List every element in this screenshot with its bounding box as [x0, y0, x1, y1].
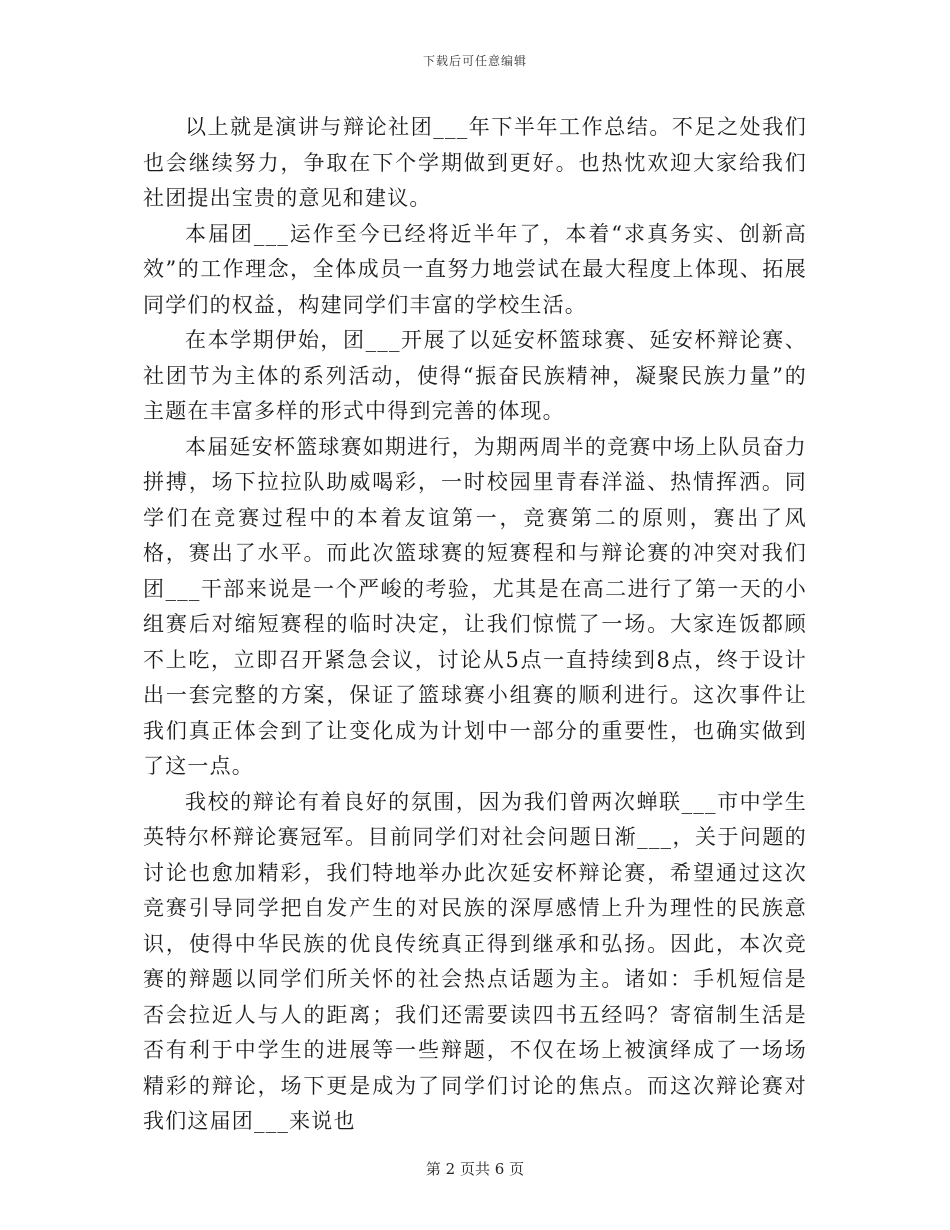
paragraph-activities: 在本学期伊始，团___开展了以延安杯篮球赛、延安杯辩论赛、社团节为主体的系列活动，使得“振奋民族精神，凝聚民族力量”的主题在丰富多样的形式中得到完善的体现。	[143, 328, 807, 423]
paragraph-summary: 以上就是演讲与辩论社团___年下半年工作总结。不足之处我们也会继续努力，争取在下个学期做到更好。也热忱欢迎大家给我们社团提出宝贵的意见和建议。	[143, 115, 807, 210]
page-header: 下载后可任意编辑	[422, 54, 527, 68]
paragraph-basketball: 本届延安杯篮球赛如期进行，为期两周半的竞赛中场上队员奋力拼搏，场下拉拉队助威喝彩，一时校园里青春洋溢、热情挥洒。同学们在竞赛过程中的本着友谊第一，竞赛第二的原则，赛出了风格，赛出了水平。而此次篮球赛的短赛程和与辩论赛的冲突对我们团___干部来说是一个严峻的考验，尤其是在高二进行了第一天的小组赛后对缩短赛程的临时决定，让我们惊慌了一场。大家连饭都顾不上吃，立即召开紧急会议，讨论从5点一直持续到8点，终于设计出一套完整的方案，保证了篮球赛小组赛的顺利进行。这次事件让我们真正体会到了让变化成为计划中一部分的重要性，也确实做到了这一点。	[143, 434, 807, 778]
paragraph-work-philosophy: 本届团___运作至今已经将近半年了，本着“求真务实、创新高效”的工作理念，全体成员一直努力地尝试在最大程度上体现、拓展同学们的权益，构建同学们丰富的学校生活。	[143, 221, 807, 317]
page-footer: 第 2 页共 6 页	[425, 1160, 525, 1178]
document-body	[143, 110, 807, 1140]
paragraph-debate: 我校的辩论有着良好的氛围，因为我们曾两次蝉联___市中学生英特尔杯辩论赛冠军。目前同学们对社会问题日渐___，关于问题的讨论也愈加精彩，我们特地举办此次延安杯辩论赛，希望通过这次竞赛引导同学把自发产生的对民族的深厚感情上升为理性的民族意识，使得中华民族的优良传统真正得到继承和弘扬。因此，本次竞赛的辩题以同学们所关怀的社会热点话题为主。诸如：手机短信是否会拉近人与人的距离；我们还需要读四书五经吗？寄宿制生活是否有利于中学生的进展等一些辩题，不仅在场上被演绎成了一场场精彩的辩论，场下更是成为了同学们讨论的焦点。而这次辩论赛对我们这届团___来说也	[143, 789, 807, 1133]
